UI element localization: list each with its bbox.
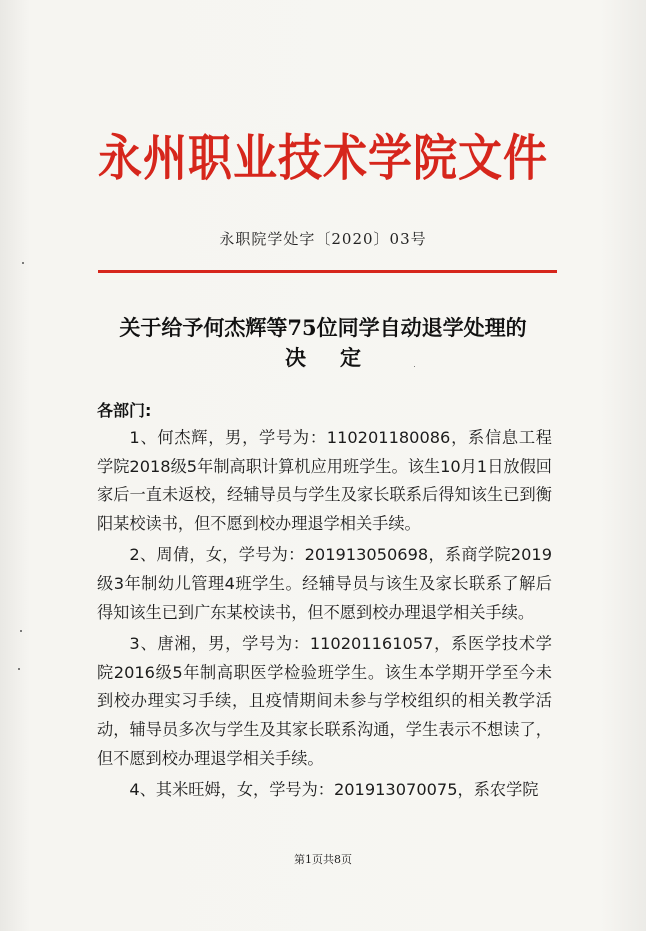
scan-speck [22, 262, 24, 264]
document-title [0, 313, 646, 373]
paragraph-2: 2、周倩，女，学号为：201913050698，系商学院2019级3年制幼儿管理4班学生。经辅导员与该生及家长联系了解后得知该生已到广东某校读书，但不愿到校办理退学相关手续。 [97, 545, 552, 622]
title-line-1: 关于给予何杰辉等75位同学自动退学处理的 [119, 315, 527, 340]
paragraph-3: 3、唐湘，男，学号为：110201161057，系医学技术学院2016级5年制高职医学检验班学生。该生本学期开学至今未到校办理实习手续，且疫情期间未参与学校组织的相关教学活动，辅导员多次与学生及其家长联系沟通，学生表示不想读了，但不愿到校办理退学相关手续。 [97, 634, 552, 768]
salutation: 各部门: [97, 401, 152, 420]
scan-speck [18, 668, 20, 670]
header-divider [98, 270, 557, 273]
document-body [97, 424, 552, 808]
scan-speck [414, 366, 415, 367]
document-number: 永职院学处字〔2020〕03号 [219, 230, 427, 248]
title-line-2: 决定 [285, 345, 395, 370]
paragraph-1: 1、何杰辉，男，学号为：110201180086，系信息工程学院2018级5年制高职计算机应用班学生。该生10月1日放假回家后一直未返校，经辅导员与学生及家长联系后得知该生已到衡阳某校读书，但不愿到校办理退学相关手续。 [97, 428, 552, 533]
scan-speck [20, 630, 22, 632]
issuer-header: 永州职业技术学院文件 [98, 130, 548, 188]
page-footer: 第1页共8页 [294, 853, 352, 866]
paragraph-4: 4、其米旺姆，女，学号为：201913070075，系农学院 [129, 780, 539, 800]
